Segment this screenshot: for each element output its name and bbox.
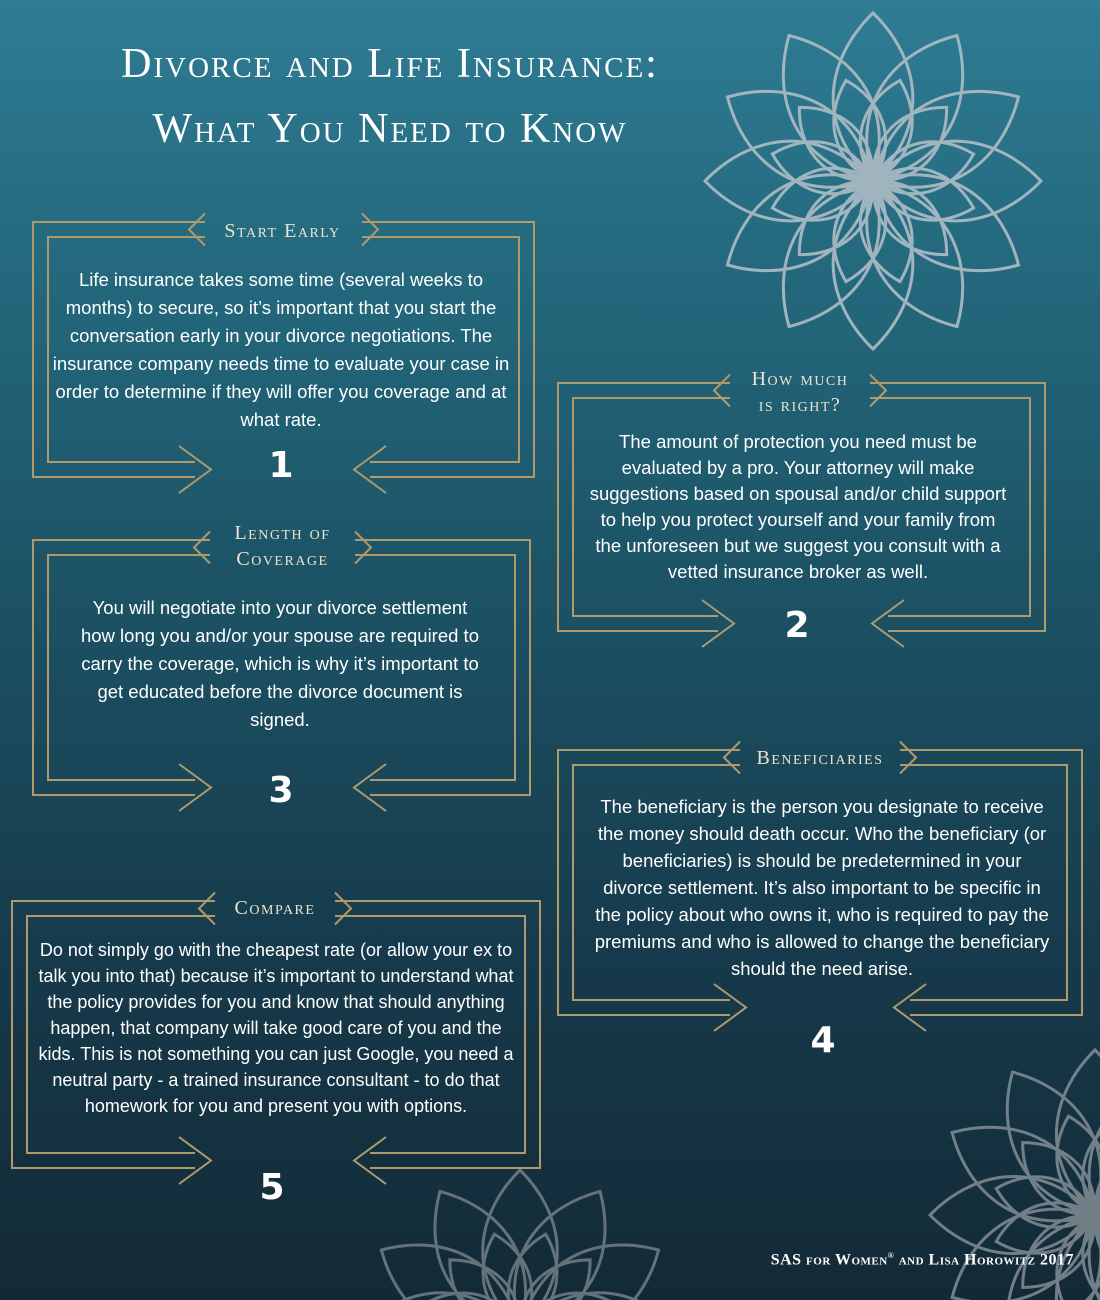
step-5-text: Do not simply go with the cheapest rate (or allow your ex to talk you into that) because it’s important to understand what the policy provides for you and know that should anything happen, that company will take good care of you and the kids. This is not something you can just Google, you need a neutral party - a trained insurance consultant - to do that homework for you and present you with options. — [38, 940, 514, 1116]
step-5-number: 5 — [259, 1167, 285, 1208]
footer-credit-part-1: SAS for Women — [770, 1251, 888, 1269]
arrow-right-icon — [179, 446, 211, 493]
step-4-text: The beneficiary is the person you designate to receive the money should death occur. Who the beneficiary (or beneficiaries) is should be predetermined in your divorce settlement. It’s also important to be specific in the policy about who owns it, who is required to pay the premiums and who is allowed to change the beneficiary should the need arise. — [594, 796, 1050, 979]
step-4-label: Beneficiaries — [756, 747, 884, 769]
arrow-left-icon — [354, 1137, 386, 1184]
arrow-right-icon — [179, 1137, 211, 1184]
arrow-left-icon — [872, 600, 904, 647]
footer-credit-part-2: and Lisa Horowitz 2017 — [894, 1251, 1074, 1269]
arrow-right-icon — [714, 984, 746, 1031]
step-1-label: Start Early — [224, 220, 341, 242]
step-1-number: 1 — [268, 445, 294, 486]
flower-ornament-icon — [360, 1170, 680, 1300]
arrow-left-icon — [354, 764, 386, 811]
arrow-left-icon — [894, 984, 926, 1031]
step-3-number: 3 — [268, 770, 294, 811]
page-title-line-2: What You Need to Know — [152, 106, 628, 152]
registered-mark: ® — [887, 1251, 895, 1260]
footer-credit — [771, 1251, 1074, 1269]
step-2-label-line-2: is right? — [758, 394, 842, 416]
page-title-line-1: Divorce and Life Insurance: — [121, 41, 659, 87]
step-2-label-line-1: How much — [751, 368, 849, 390]
step-4-number: 4 — [810, 1020, 836, 1061]
step-5-label: Compare — [234, 897, 316, 919]
step-1-text: Life insurance takes some time (several weeks to months) to secure, so it’s important that you start the conversation early in your divorce negotiations. The insurance company needs time to evaluate your case in order to determine if they will offer you coverage and at what rate. — [52, 269, 510, 430]
step-2-label — [730, 366, 870, 418]
step-2-number: 2 — [784, 605, 810, 646]
flower-ornament-icon — [705, 13, 1041, 349]
step-3-label-line-2: Coverage — [236, 548, 329, 570]
step-2-text: The amount of protection you need must be evaluated by a pro. Your attorney will make suggestions based on spousal and/or child support to help you protect yourself and your family from the unforeseen but we suggest you consult with a vetted insurance broker as well. — [589, 431, 1007, 582]
step-3-text: You will negotiate into your divorce settlement how long you and/or your spouse are required to carry the coverage, which is why it’s important to get educated before the divorce document is signed. — [80, 597, 479, 730]
arrow-right-icon — [179, 764, 211, 811]
step-3-label — [210, 520, 355, 572]
arrow-left-icon — [354, 446, 386, 493]
step-3-label-line-1: Length of — [234, 522, 331, 544]
arrow-right-icon — [702, 600, 734, 647]
